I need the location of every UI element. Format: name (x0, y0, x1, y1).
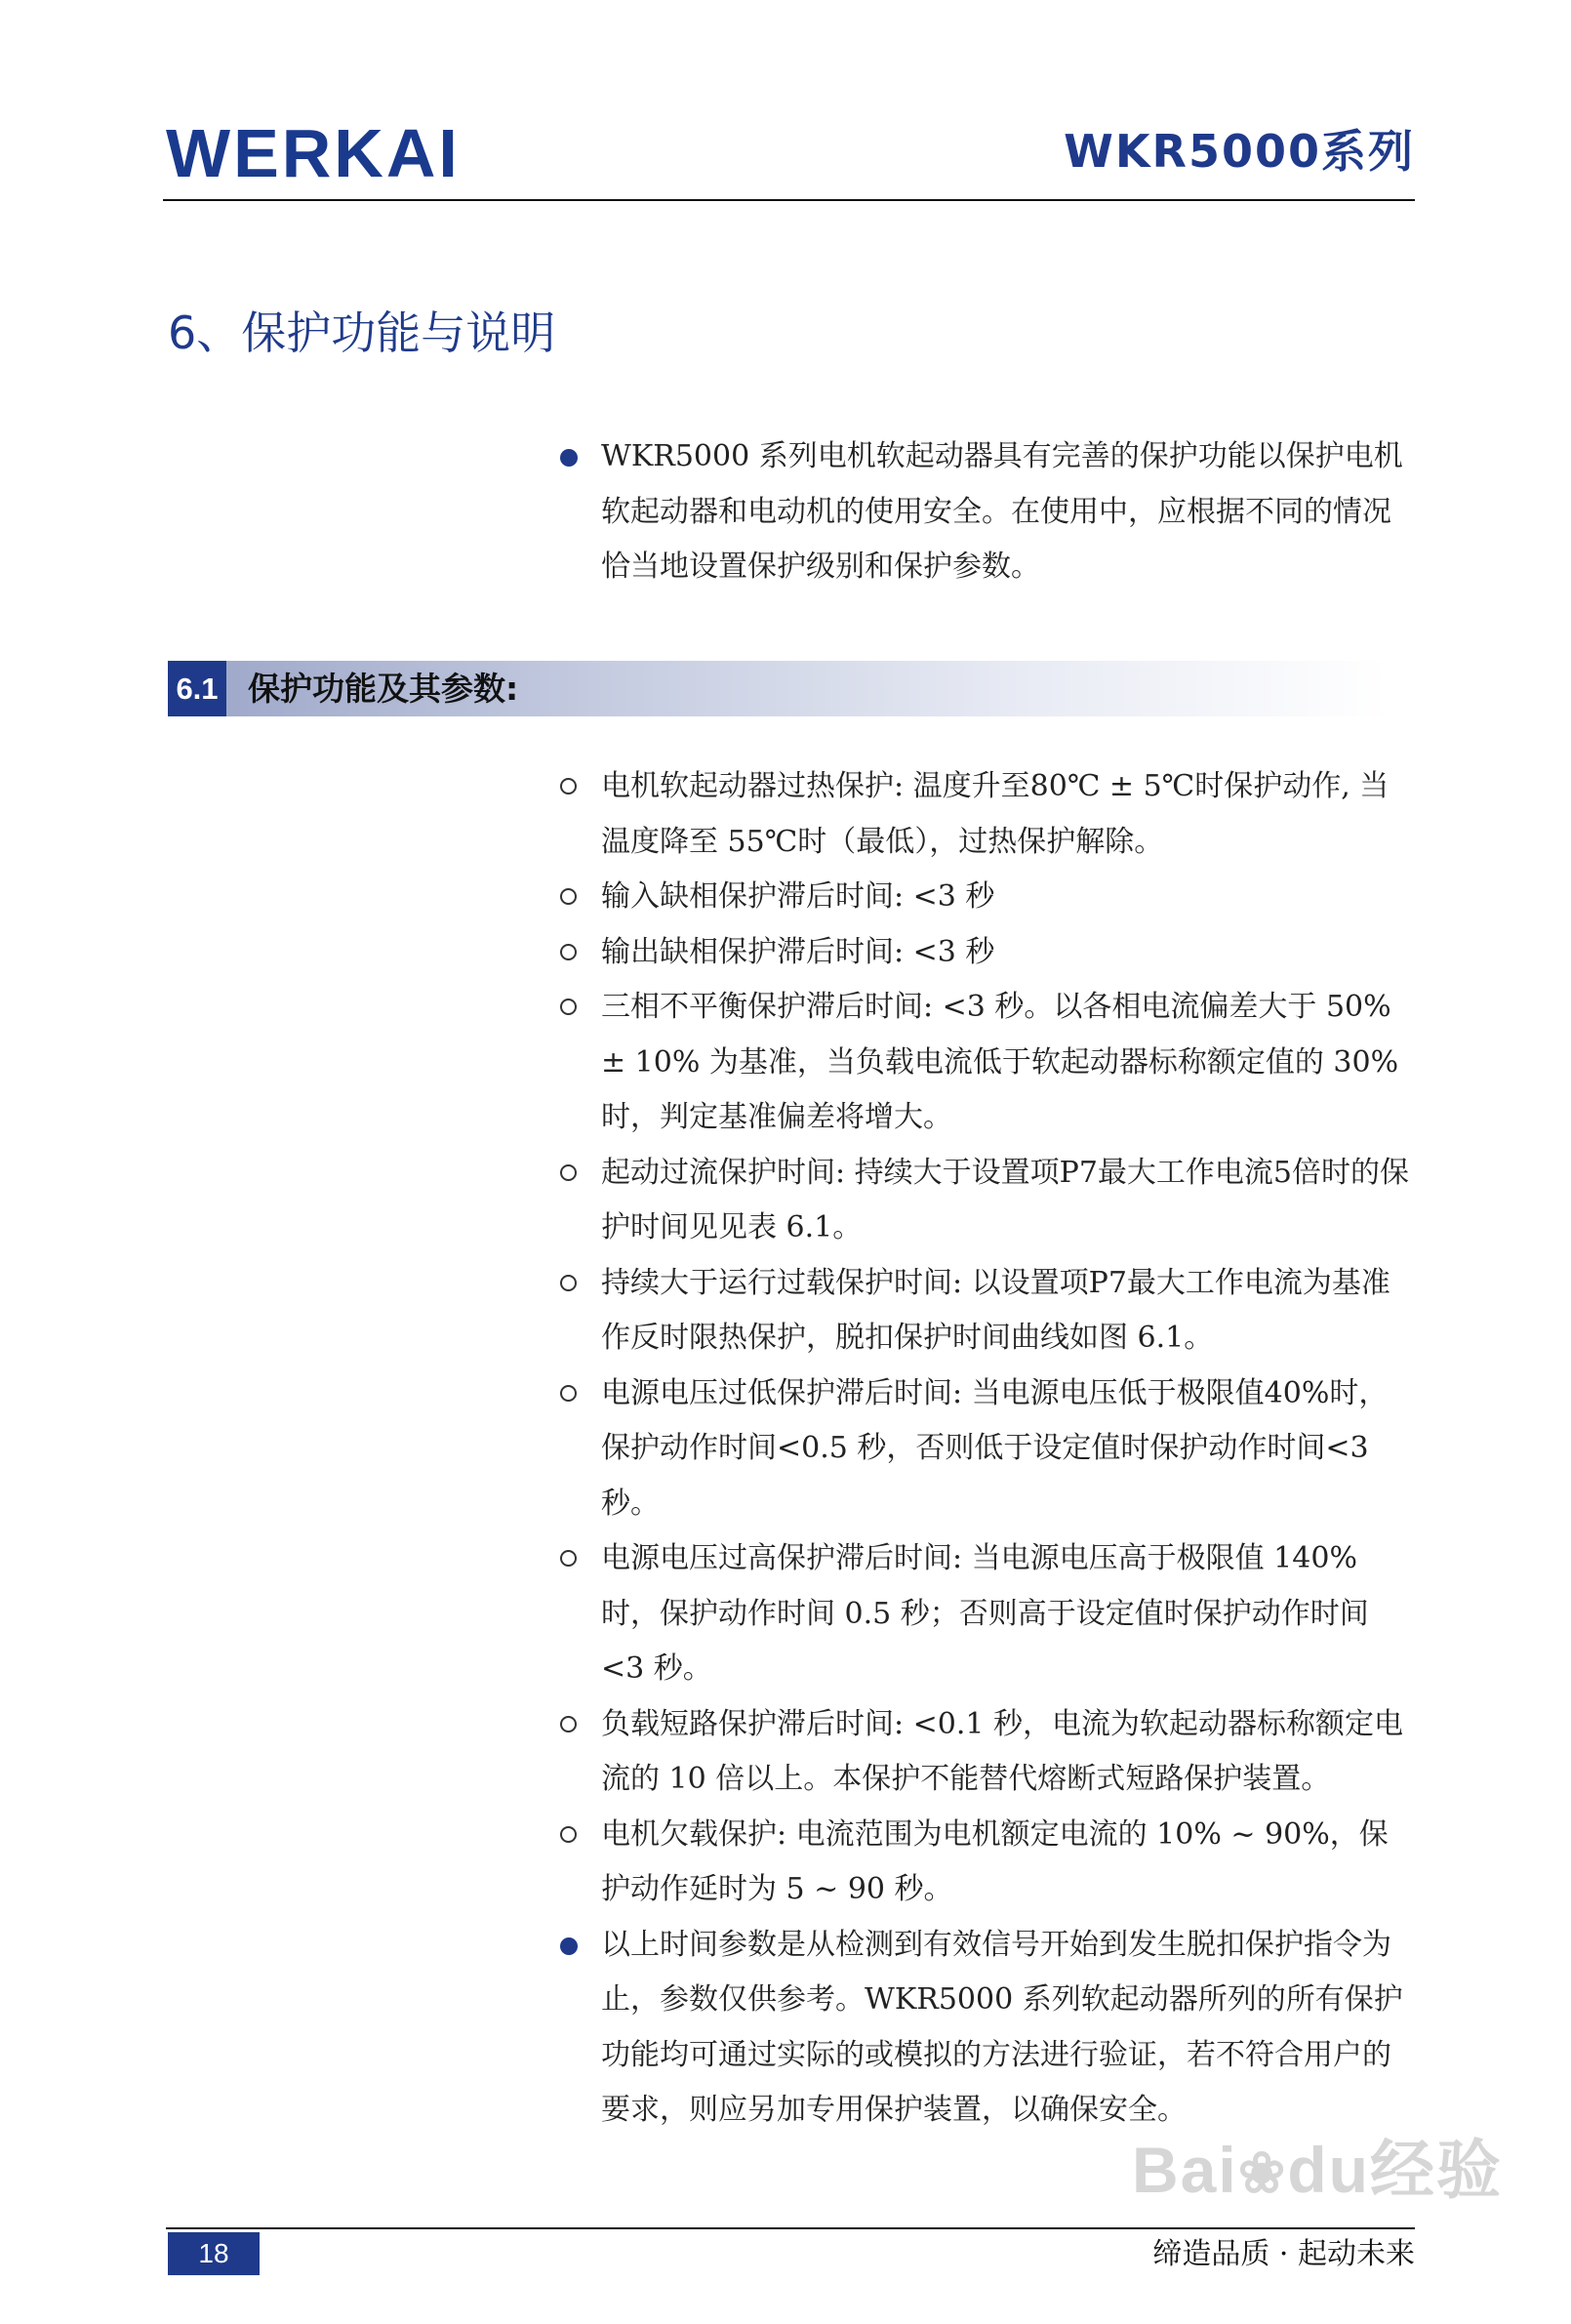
item-text: 输出缺相保护滞后时间: <3 秒 (601, 934, 995, 969)
list-item (556, 759, 1415, 870)
page-number: 18 (168, 2232, 260, 2275)
item-text: 持续大于运行过载保护时间: 以设置项P7最大工作电流为基准作反时限热保护，脱扣保护时间曲线如图 6.1。 (601, 1265, 1390, 1355)
list-item (556, 1697, 1415, 1808)
protection-list (556, 759, 1415, 2139)
footer-slogan: 缔造品质 · 起动未来 (1152, 2237, 1415, 2271)
list-item (556, 1146, 1415, 1256)
list-item (556, 1256, 1415, 1366)
filled-bullet-icon (560, 1937, 578, 1955)
hollow-bullet-icon (560, 1550, 577, 1567)
watermark-text-3: 经验 (1369, 2134, 1503, 2206)
hollow-bullet-icon (560, 888, 577, 905)
intro-text: WKR5000 系列电机软起动器具有完善的保护功能以保护电机软起动器和电动机的使用安全。在使用中，应根据不同的情况恰当地设置保护级别和保护参数。 (601, 439, 1403, 584)
closing-text: 以上时间参数是从检测到有效信号开始到发生脱扣保护指令为止，参数仅供参考。WKR5000 系列软起动器所列的所有保护功能均可通过实际的或模拟的方法进行验证，若不符合用户的要求，则应另加专用保护装置，以确保安全。 (601, 1927, 1403, 2127)
paw-icon: ❀ (1237, 2141, 1288, 2205)
subsection-number: 6.1 (168, 661, 226, 716)
list-item (556, 1366, 1415, 1532)
footer-divider (166, 2227, 1415, 2229)
list-item (556, 1531, 1415, 1697)
list-item (556, 925, 1415, 981)
hollow-bullet-icon (560, 1164, 577, 1181)
list-item (556, 870, 1415, 925)
item-text: 起动过流保护时间: 持续大于设置项P7最大工作电流5倍时的保护时间见见表 6.1。 (601, 1155, 1410, 1244)
list-item (556, 1918, 1415, 2139)
list-item (556, 980, 1415, 1146)
hollow-bullet-icon (560, 999, 577, 1015)
section-title: 6、保护功能与说明 (168, 306, 556, 359)
item-text: 电源电压过高保护滞后时间: 当电源电压高于极限值 140% 时，保护动作时间 0.5 秒；否则高于设定值时保护动作时间 <3 秒。 (601, 1541, 1369, 1686)
header-divider (163, 199, 1415, 201)
watermark-text-2: du (1287, 2134, 1370, 2206)
brand-logo: WERKAI (166, 115, 461, 191)
hollow-bullet-icon (560, 778, 577, 795)
item-text: 负载短路保护滞后时间: <0.1 秒，电流为软起动器标称额定电流的 10 倍以上。本保护不能替代熔断式短路保护装置。 (601, 1706, 1404, 1796)
list-item (556, 429, 1415, 595)
subsection-header (168, 661, 1388, 716)
item-text: 输入缺相保护滞后时间: <3 秒 (601, 879, 995, 914)
hollow-bullet-icon (560, 1385, 577, 1402)
item-text: 三相不平衡保护滞后时间: <3 秒。以各相电流偏差大于 50% ± 10% 为基准，当负载电流低于软起动器标称额定值的 30% 时，判定基准偏差将增大。 (601, 990, 1399, 1134)
hollow-bullet-icon (560, 944, 577, 960)
hollow-bullet-icon (560, 1826, 577, 1843)
filled-bullet-icon (560, 449, 578, 467)
list-item (556, 1808, 1415, 1918)
baidu-watermark (1132, 2134, 1503, 2206)
intro-paragraph (556, 429, 1415, 595)
subsection-title: 保护功能及其参数: (248, 670, 519, 708)
item-text: 电源电压过低保护滞后时间: 当电源电压低于极限值40%时，保护动作时间<0.5 秒，否则低于设定值时保护动作时间<3 秒。 (601, 1375, 1389, 1521)
hollow-bullet-icon (560, 1275, 577, 1291)
hollow-bullet-icon (560, 1716, 577, 1733)
series-title: WKR5000系列 (1064, 125, 1415, 178)
item-text: 电机欠载保护: 电流范围为电机额定电流的 10% ~ 90%，保护动作延时为 5 ~ 90 秒。 (601, 1816, 1389, 1906)
item-text: 电机软起动器过热保护: 温度升至80℃ ± 5℃时保护动作, 当温度降至 55℃时（最低），过热保护解除。 (601, 769, 1390, 859)
watermark-text: Bai (1132, 2134, 1238, 2206)
